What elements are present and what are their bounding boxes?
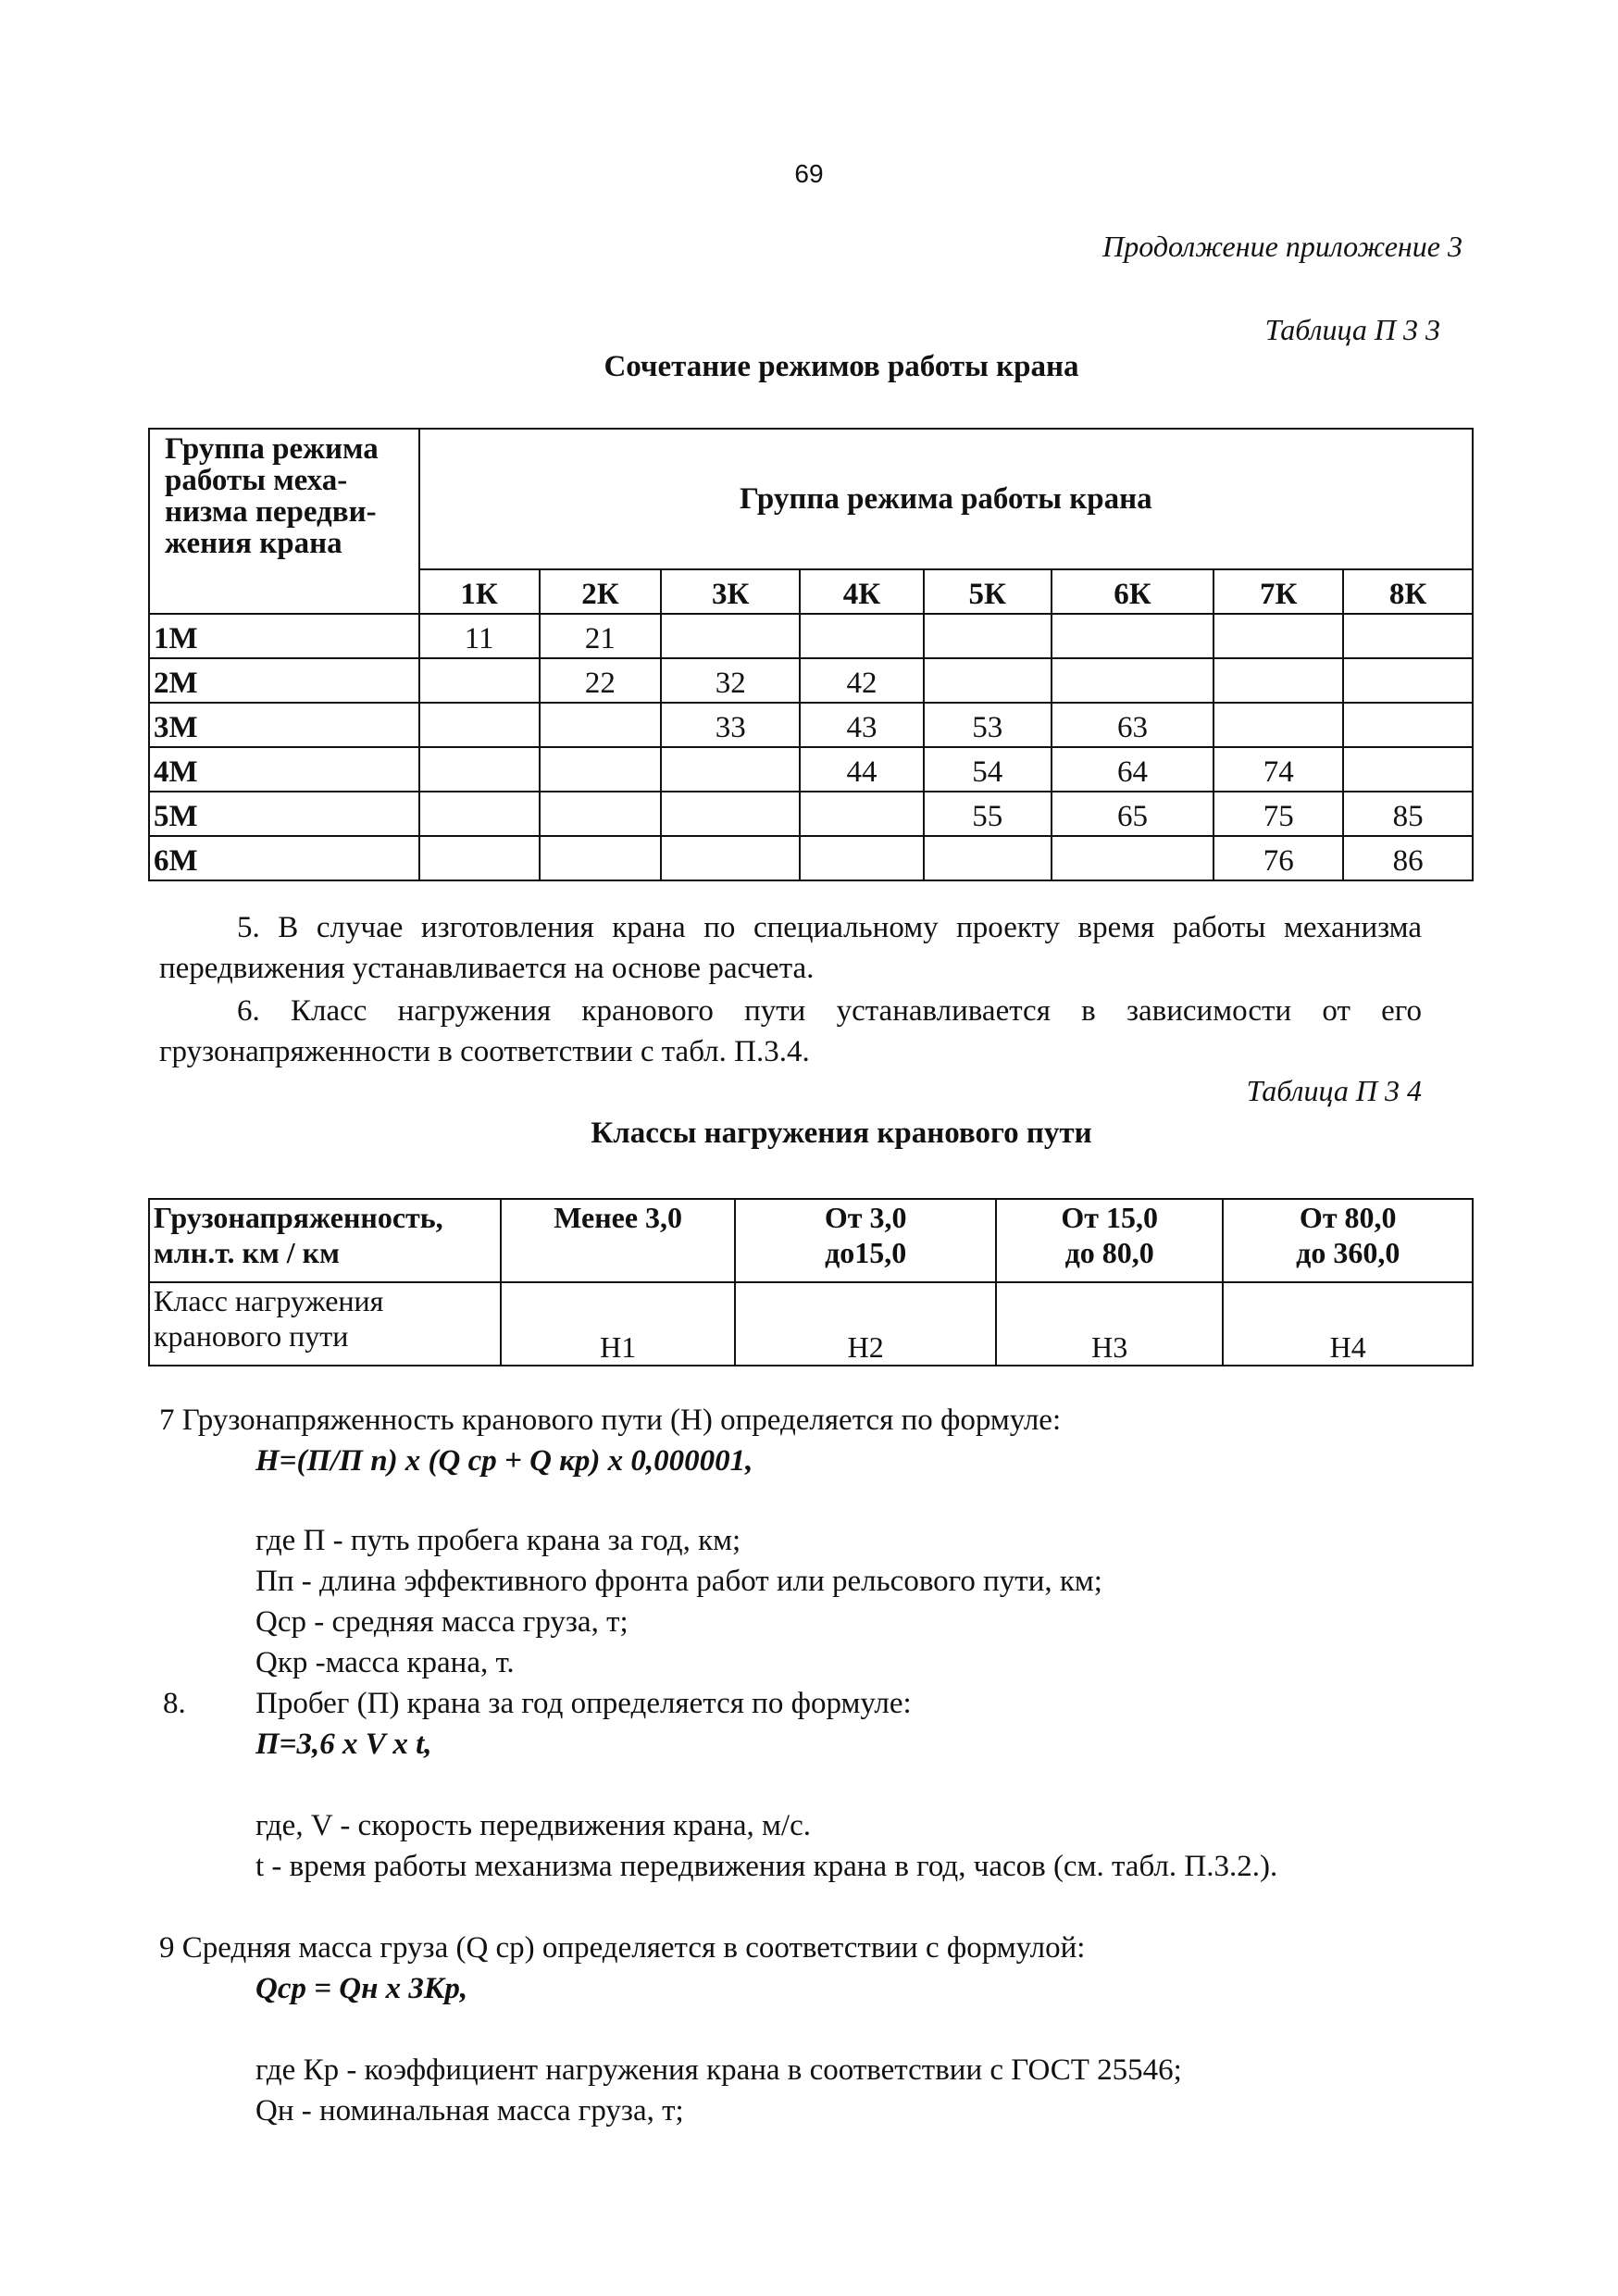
table-cell <box>540 703 662 747</box>
item8-formula: П=3,6 х V х t, <box>255 1728 432 1761</box>
table1-label: Таблица П 3 3 <box>1264 313 1440 346</box>
table2-title: Классы нагружения кранового пути <box>591 1117 1092 1150</box>
column-header: 7К <box>1214 569 1343 614</box>
item7-where1: где П - путь пробега крана за год, км; <box>255 1524 741 1557</box>
item7-formula: Н=(П/П п) х (Q ср + Q кр) х 0,000001, <box>255 1444 753 1478</box>
item7-where3: Qср - средняя масса груза, т; <box>255 1605 629 1639</box>
table-cell: 42 <box>800 658 924 703</box>
item8-number: 8. <box>163 1687 186 1720</box>
table-cell <box>1052 614 1214 658</box>
table-cell <box>540 792 662 836</box>
class-cell: Н4 <box>1223 1282 1473 1366</box>
table-cell: 43 <box>800 703 924 747</box>
table-cell <box>800 836 924 880</box>
class-row-label <box>149 1282 501 1366</box>
item9-text: 9 Средняя масса груза (Q ср) определяется в соответствии с формулой: <box>159 1931 1086 1965</box>
table-cell <box>1214 703 1343 747</box>
row-label-line2: кранового пути <box>154 1319 349 1353</box>
table-cell <box>1214 658 1343 703</box>
column-header: 3К <box>661 569 800 614</box>
row-label: 1М <box>149 614 419 658</box>
class-cell: Н3 <box>996 1282 1224 1366</box>
table-cell <box>1343 703 1473 747</box>
row-label: 6М <box>149 836 419 880</box>
group-header: Группа режима работы крана <box>419 429 1473 569</box>
table-cell <box>1214 614 1343 658</box>
page-number: 69 <box>794 159 824 188</box>
paragraph-6: 6. Класс нагружения кранового пути устанавливается в зависимости от его грузонапряженности в соответствии с табл. П.3.4. <box>159 994 1422 1068</box>
range-line1: От 3,0 <box>824 1201 907 1234</box>
row-label-line1: Класс нагружения <box>154 1284 384 1317</box>
table-row <box>149 658 1473 703</box>
table-row <box>149 1282 1473 1366</box>
table-cell: 11 <box>419 614 540 658</box>
table-cell: 55 <box>924 792 1052 836</box>
table-cell <box>924 836 1052 880</box>
table-cell: 44 <box>800 747 924 792</box>
range-line1: Менее 3,0 <box>554 1201 683 1234</box>
table-cell: 54 <box>924 747 1052 792</box>
table-cell <box>419 792 540 836</box>
crane-mode-table <box>148 428 1474 881</box>
table-cell: 33 <box>661 703 800 747</box>
column-header: 4К <box>800 569 924 614</box>
table-cell: 63 <box>1052 703 1214 747</box>
range-line1: От 80,0 <box>1299 1201 1397 1234</box>
table-cell <box>540 836 662 880</box>
table-cell: 74 <box>1214 747 1343 792</box>
table-cell: 21 <box>540 614 662 658</box>
table-cell <box>661 836 800 880</box>
table-cell <box>1343 658 1473 703</box>
table-cell <box>419 747 540 792</box>
table-cell <box>419 703 540 747</box>
table-cell <box>661 747 800 792</box>
header-label-line1: Грузонапряженность, <box>154 1201 443 1234</box>
table-cell: 85 <box>1343 792 1473 836</box>
table-cell <box>1343 747 1473 792</box>
item7-where2: Пп - длина эффективного фронта работ или рельсового пути, км; <box>255 1565 1102 1598</box>
table-cell <box>1052 658 1214 703</box>
column-header: 1К <box>419 569 540 614</box>
table-cell <box>661 792 800 836</box>
table-cell <box>419 836 540 880</box>
table-cell <box>540 747 662 792</box>
range-header <box>996 1199 1224 1282</box>
item7-where4: Qкр -масса крана, т. <box>255 1646 515 1679</box>
table2-label: Таблица П 3 4 <box>1246 1074 1422 1107</box>
paragraph-5: 5. В случае изготовления крана по специальному проекту время работы механизма передвижения устанавливается на основе расчета. <box>159 911 1422 985</box>
table-cell: 64 <box>1052 747 1214 792</box>
table-cell: 75 <box>1214 792 1343 836</box>
class-cell: Н2 <box>735 1282 996 1366</box>
table-cell <box>924 658 1052 703</box>
item9-formula: Qср = Qн х 3Кр, <box>255 1972 468 2005</box>
table-row <box>149 614 1473 658</box>
row-label: 2М <box>149 658 419 703</box>
table-cell: 76 <box>1214 836 1343 880</box>
table-cell: 65 <box>1052 792 1214 836</box>
range-line1: От 15,0 <box>1061 1201 1159 1234</box>
table-cell: 22 <box>540 658 662 703</box>
table-row <box>149 836 1473 880</box>
item9-where2: Qн - номинальная масса груза, т; <box>255 2094 684 2128</box>
corner-header: Группа режима работы меха-низма передви-жения крана <box>149 429 419 614</box>
item8-where2: t - время работы механизма передвижения крана в год, часов (см. табл. П.3.2.). <box>255 1850 1278 1883</box>
item8-where1: где, V - скорость передвижения крана, м/с. <box>255 1809 811 1842</box>
item8-text: Пробег (П) крана за год определяется по формуле: <box>255 1687 912 1720</box>
column-header: 2К <box>540 569 662 614</box>
range-line2: до 360,0 <box>1296 1236 1400 1269</box>
range-header <box>735 1199 996 1282</box>
table-cell <box>924 614 1052 658</box>
column-header: 8К <box>1343 569 1473 614</box>
range-header <box>1223 1199 1473 1282</box>
table-cell: 32 <box>661 658 800 703</box>
track-load-class-table <box>148 1198 1474 1366</box>
range-line2: до 80,0 <box>1064 1236 1154 1269</box>
table-row <box>149 747 1473 792</box>
table-cell: 86 <box>1343 836 1473 880</box>
table-cell <box>800 792 924 836</box>
column-header: 6К <box>1052 569 1214 614</box>
table-cell: 53 <box>924 703 1052 747</box>
table1-title: Сочетание режимов работы крана <box>604 350 1079 383</box>
class-cell: Н1 <box>501 1282 736 1366</box>
item9-where1: где Кр - коэффициент нагружения крана в соответствии с ГОСТ 25546; <box>255 2053 1182 2087</box>
continuation-note: Продолжение приложение 3 <box>1102 230 1462 263</box>
table-row <box>149 792 1473 836</box>
table-cell <box>800 614 924 658</box>
load-intensity-header <box>149 1199 501 1282</box>
header-label-line2: млн.т. км / км <box>154 1236 340 1269</box>
table-cell <box>419 658 540 703</box>
row-label: 3М <box>149 703 419 747</box>
table-cell <box>1343 614 1473 658</box>
column-header: 5К <box>924 569 1052 614</box>
range-line2: до15,0 <box>825 1236 907 1269</box>
range-header <box>501 1199 736 1282</box>
table-row <box>149 703 1473 747</box>
item7-text: 7 Грузонапряженность кранового пути (Н) определяется по формуле: <box>159 1404 1062 1437</box>
table-cell <box>661 614 800 658</box>
table-cell <box>1052 836 1214 880</box>
row-label: 5М <box>149 792 419 836</box>
row-label: 4М <box>149 747 419 792</box>
table-header-row <box>149 1199 1473 1282</box>
